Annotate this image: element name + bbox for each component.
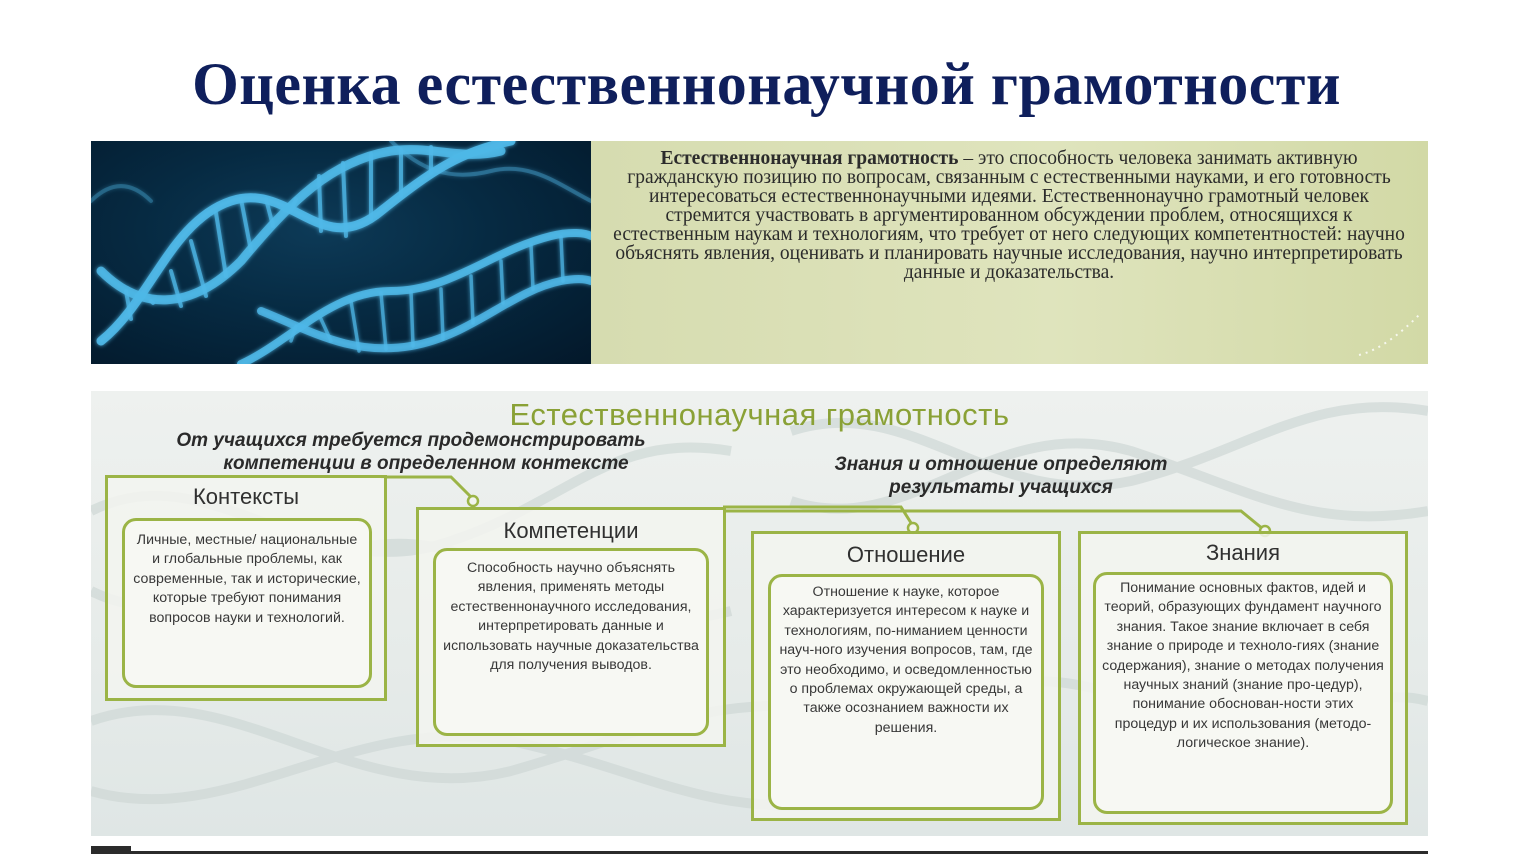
card-knowledge-body: Понимание основных фактов, идей и теорий, образующих фундамент научного знания. Такое знание включает в себя знание о природе и техноло-гиях (знание содержания), знание о методах получения научных знаний (знание про-цедур), понимание обоснован-ности этих процедур и их использования (методо-логическое знание). [1093,572,1393,814]
card-knowledge-heading: Знания [1205,540,1281,565]
definition-body: – это способность человека занимать активную гражданскую позицию по вопросам, связанным с естественными науками, и его готовность интересоваться естественнонаучными идеями. Естественнонаучно грамотный человек стремится участвовать в аргументированном обсуждении проблем, относящихся к естественным наукам и технологиям, что требует от него следующих компетентностей: научно объяснять явления, оценивать и планировать научные исследования, научно интерпретировать данные и доказательства. [613,148,1405,283]
note-left-line-2: компетенции в определенном контексте [223,453,629,474]
note-left-line-1: От учащихся требуется продемонстрировать [176,430,646,451]
card-competencies-heading: Компетенции [503,518,639,543]
card-contexts-body: Личные, местные/ национальные и глобальные проблемы, как современные, так и исторические, которые требуют понимания вопросов науки и технологий. [122,518,372,688]
note-right-line-2: результаты учащихся [889,477,1113,498]
card-competencies [416,507,726,747]
card-competencies-body: Способность научно объяснять явления, применять методы естественнонаучного исследования, интерпретировать данные и использовать научные доказательства для получения выводов. [433,548,709,736]
definition-text [609,149,1409,282]
card-attitude-body: Отношение к науке, которое характеризуется интересом к науке и технологиям, по-ниманием ценности науч-ного изучения вопросов, там, где это необходимо, и осведомленностью о проблемах окружающей среды, а также осознанием важности их решения. [768,574,1044,810]
diagram-title: Естественнонаучная грамотность [509,397,1010,432]
dotted-curve-icon [1354,310,1424,360]
dna-illustration [91,141,591,364]
definition-term: Естественнонаучная грамотность [660,148,959,169]
card-knowledge [1078,531,1408,825]
card-contexts-heading: Контексты [192,484,300,509]
card-attitude-heading: Отношение [846,542,966,567]
card-contexts [105,475,387,701]
literacy-diagram [91,391,1428,836]
dna-helix-icon [91,141,591,364]
card-attitude [751,531,1061,821]
footer-rule [91,851,1428,854]
definition-banner [91,141,1428,364]
slide-title: Оценка естественнонаучной грамотности [192,51,1341,117]
definition-panel [591,141,1428,364]
note-right-line-1: Знания и отношение определяют [834,454,1168,475]
